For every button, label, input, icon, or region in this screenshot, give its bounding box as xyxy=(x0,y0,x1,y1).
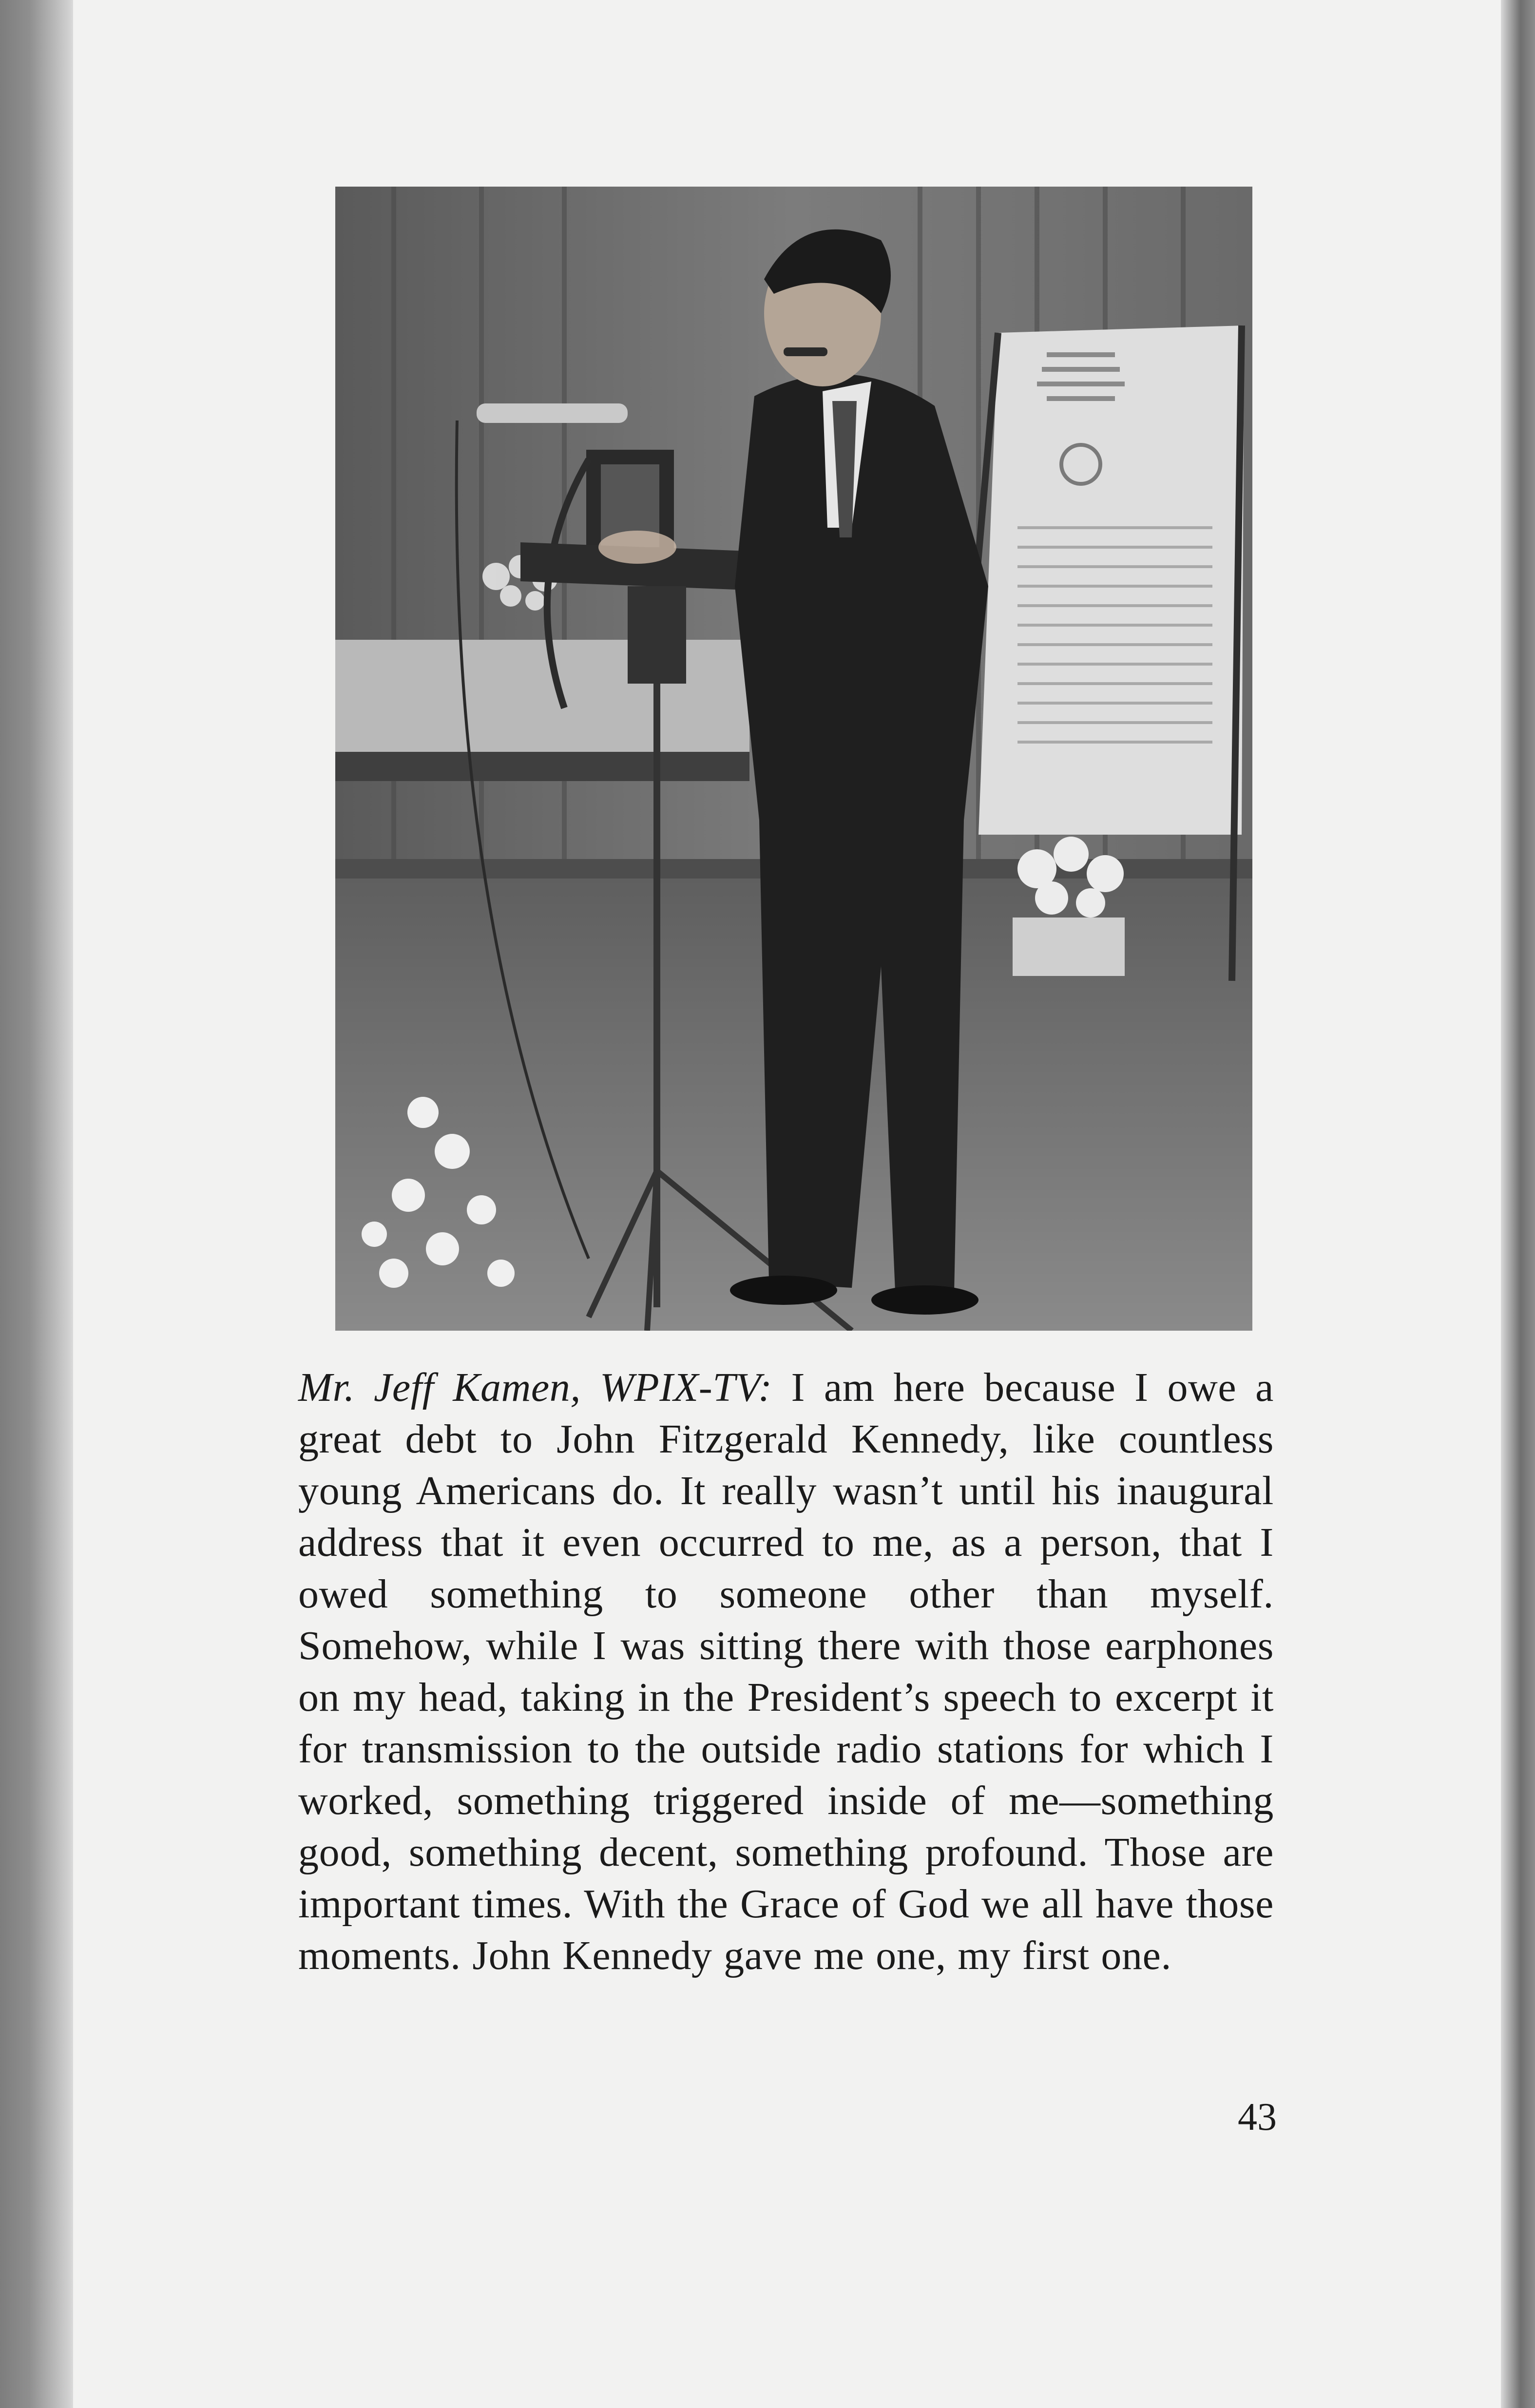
photo-speaker-at-podium xyxy=(335,187,1252,1331)
page-number: 43 xyxy=(1238,2096,1277,2139)
binding-shadow-left xyxy=(0,0,78,2408)
caption-body: I am here because I owe a great debt to John Fitzgerald Kennedy, like countless young Americans do. It really wasn’t until his inaugural address that it even occurred to me, as a person, that I owed something to someone other than myself. Somehow, while I was sitting there with those earphones on my head, taking in the President’s speech to excerpt it for transmission to the outside radio stations for which I worked, something triggered inside of me—something good, something decent, something profound. Those are important times. With the Grace of God we all have those moments. John Kennedy gave me one, my first one. xyxy=(298,1365,1274,1978)
speaker-label: Mr. Jeff Kamen, WPIX-TV: xyxy=(298,1365,772,1410)
photograph-illustration xyxy=(335,187,1252,1331)
edge-shadow-right xyxy=(1501,0,1535,2408)
caption-paragraph xyxy=(298,1362,1274,1982)
